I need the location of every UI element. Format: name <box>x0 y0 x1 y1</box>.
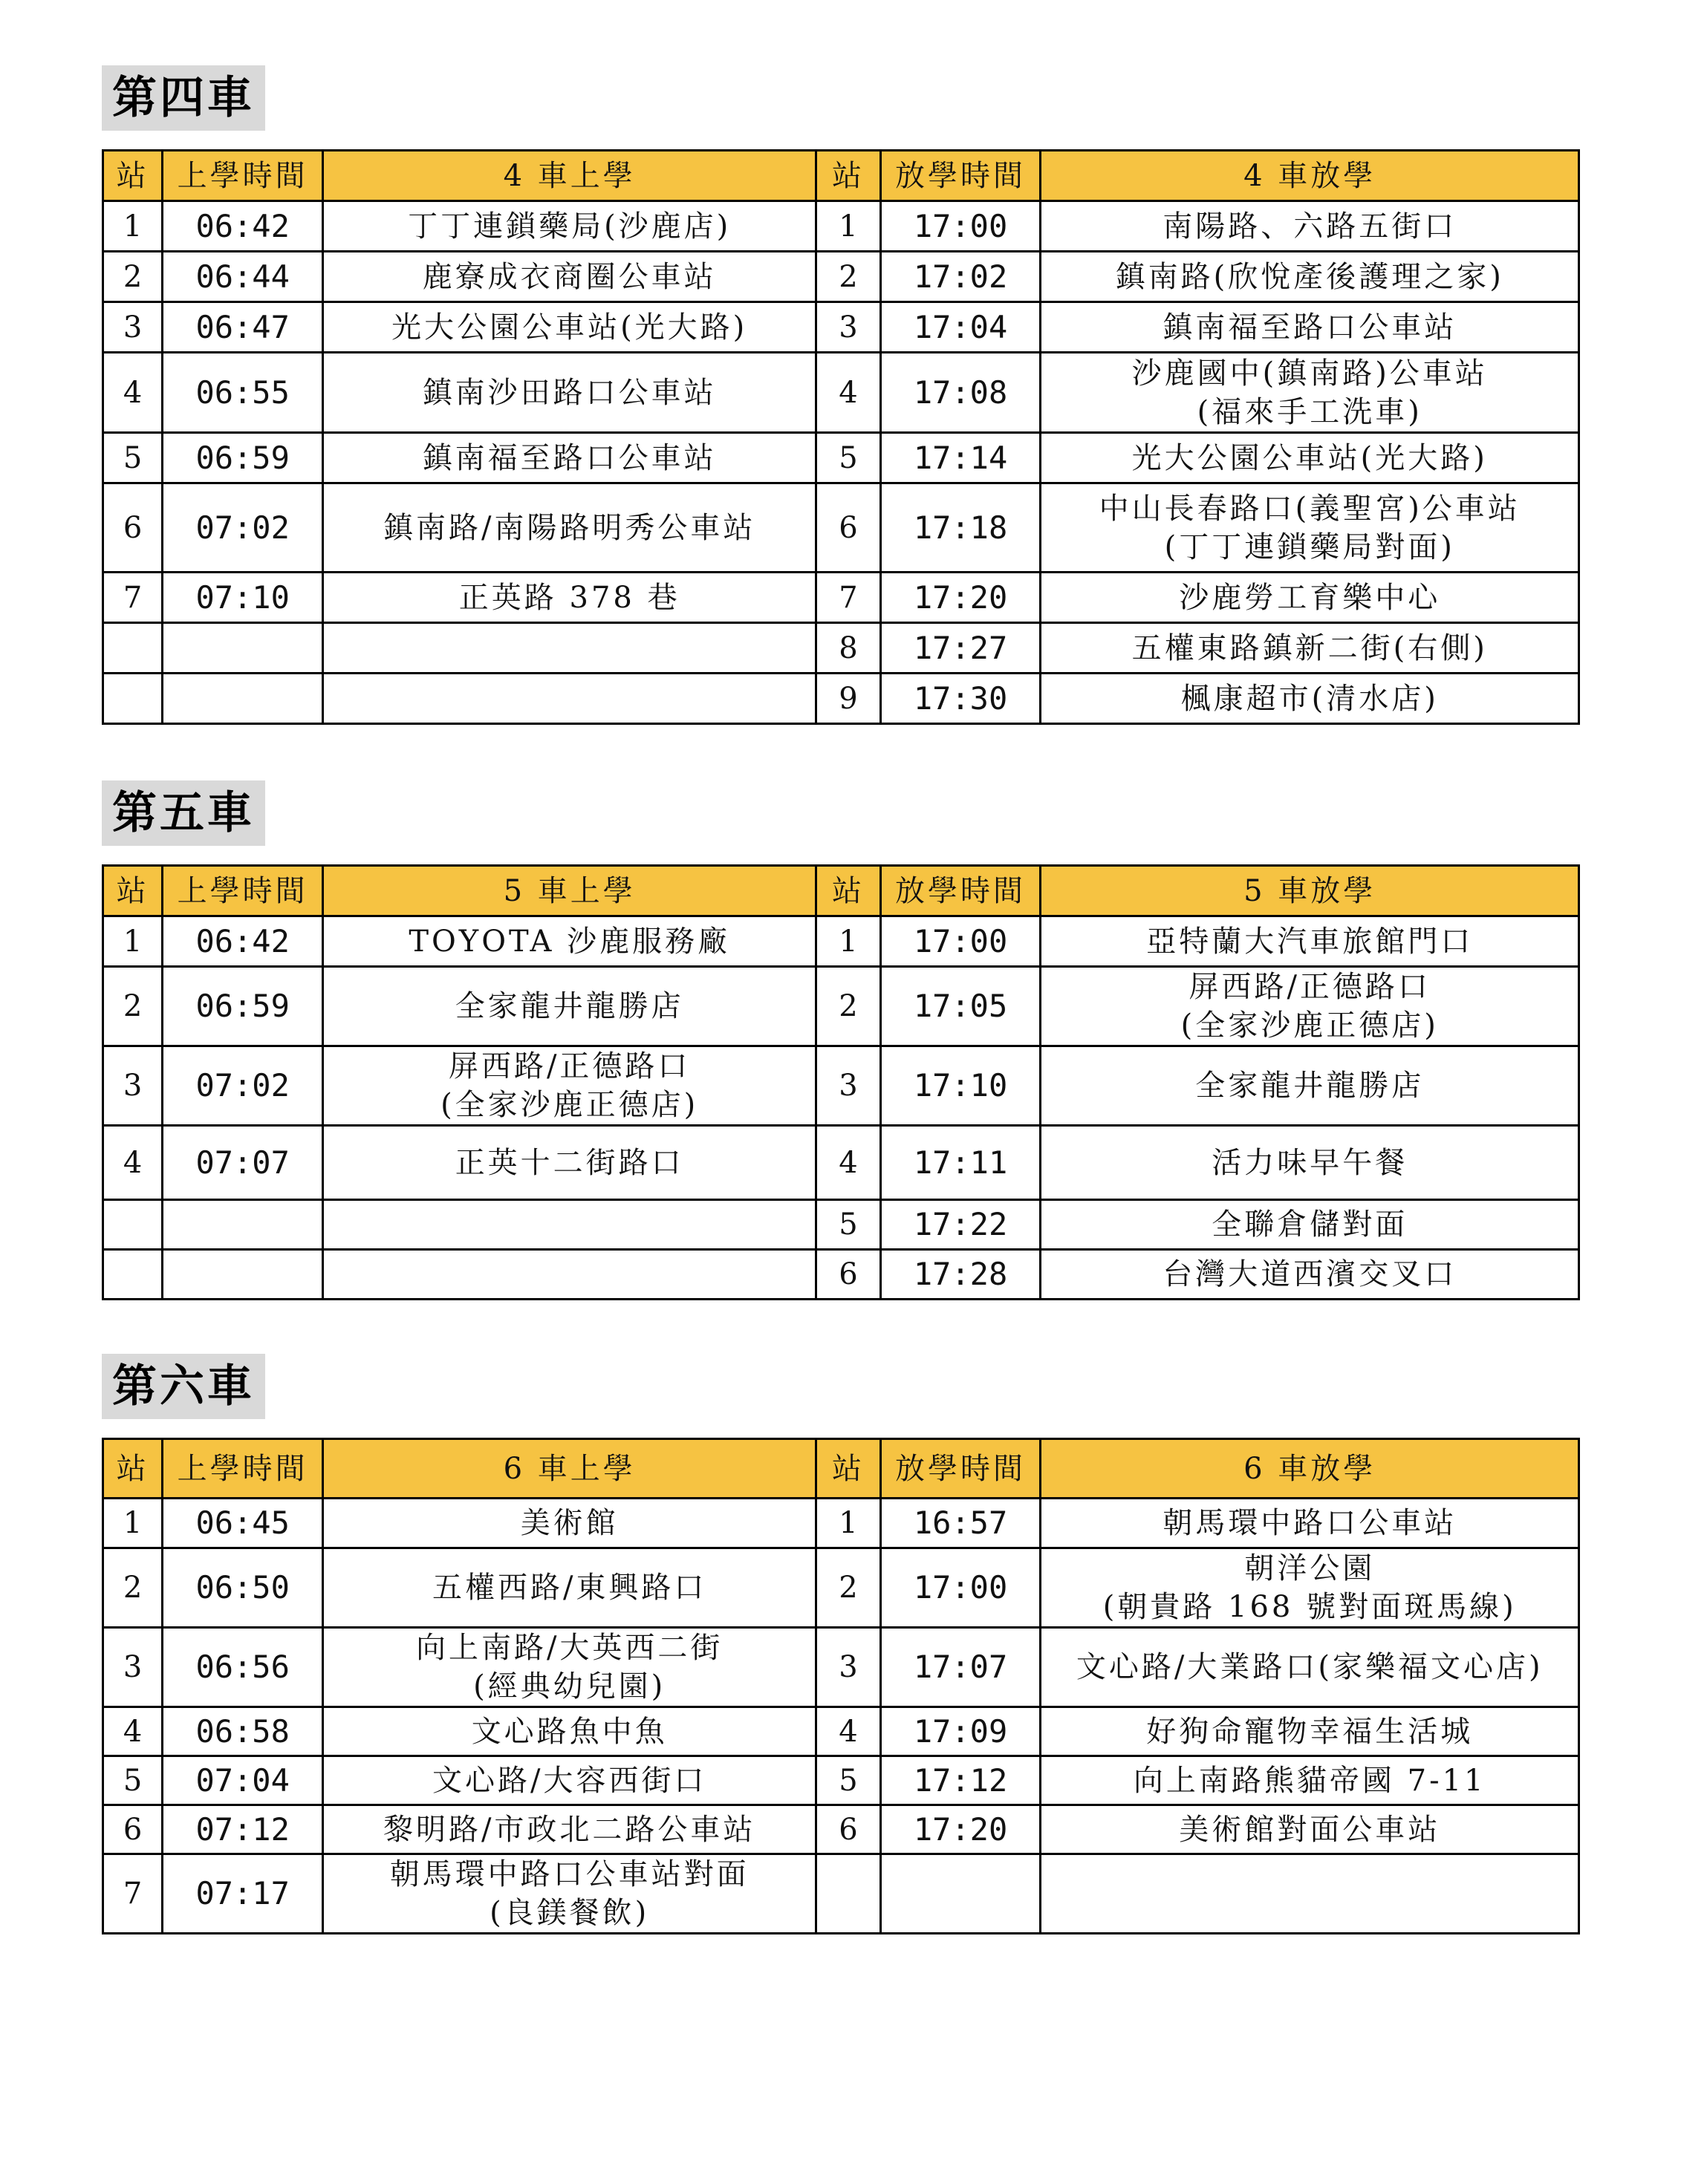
morning-stop-name <box>323 1756 816 1805</box>
morning-stop-number: 5 <box>103 433 163 483</box>
header-morning-time: 上學時間 <box>163 1439 323 1499</box>
afternoon-time: 17:30 <box>880 674 1041 724</box>
header-morning-route: 6 車上學 <box>323 1439 816 1499</box>
stop-name-line: TOYOTA 沙鹿服務廠 <box>409 924 731 959</box>
afternoon-time: 17:09 <box>880 1707 1041 1756</box>
afternoon-stop-name <box>1041 483 1579 573</box>
table-row <box>103 1499 1579 1548</box>
stop-name-line: (丁丁連鎖藥局對面) <box>1164 529 1455 564</box>
morning-time: 06:59 <box>163 967 323 1046</box>
afternoon-stop-name <box>1041 1805 1579 1854</box>
table-row <box>103 1200 1579 1250</box>
afternoon-stop-name <box>1041 201 1579 252</box>
header-afternoon-route: 4 車放學 <box>1041 151 1579 201</box>
morning-stop-name <box>323 623 816 674</box>
afternoon-stop-number: 6 <box>816 1250 880 1300</box>
afternoon-stop-name <box>1041 1854 1579 1934</box>
afternoon-time: 17:18 <box>880 483 1041 573</box>
stop-name-line: 文心路/大業路口(家樂福文心店) <box>1076 1650 1544 1684</box>
stop-name-line: 文心路魚中魚 <box>471 1714 668 1749</box>
stop-name-line: 好狗命寵物幸福生活城 <box>1146 1714 1474 1749</box>
morning-stop-number <box>103 1250 163 1300</box>
afternoon-stop-number <box>816 1854 880 1934</box>
stop-name-line: 朝馬環中路口公車站對面 <box>389 1857 750 1891</box>
morning-stop-number: 4 <box>103 1126 163 1200</box>
morning-time: 06:58 <box>163 1707 323 1756</box>
morning-stop-number: 7 <box>103 573 163 623</box>
morning-stop-number: 2 <box>103 967 163 1046</box>
table-row <box>103 1628 1579 1707</box>
morning-stop-number: 3 <box>103 1046 163 1126</box>
afternoon-stop-name <box>1041 302 1579 353</box>
afternoon-stop-number: 5 <box>816 1200 880 1250</box>
afternoon-stop-name <box>1041 1548 1579 1628</box>
table-row <box>103 353 1579 433</box>
stop-name-line: (良鎂餐飲) <box>490 1896 650 1930</box>
table-row <box>103 1805 1579 1854</box>
morning-stop-number <box>103 674 163 724</box>
morning-stop-number: 1 <box>103 916 163 967</box>
stop-name-line: 文心路/大容西街口 <box>432 1763 707 1798</box>
table-row <box>103 1756 1579 1805</box>
table-row <box>103 1126 1579 1200</box>
header-stop: 站 <box>103 151 163 201</box>
stop-name-line: 屏西路/正德路口 <box>1189 970 1431 1004</box>
afternoon-stop-number: 1 <box>816 1499 880 1548</box>
afternoon-stop-name <box>1041 1628 1579 1707</box>
morning-stop-name <box>323 1548 816 1628</box>
stop-name-line: 活力味早午餐 <box>1212 1145 1408 1180</box>
afternoon-stop-number: 1 <box>816 201 880 252</box>
stop-name-line: 朝馬環中路口公車站 <box>1163 1506 1457 1540</box>
section-title-bus-6: 第六車 <box>102 1354 265 1419</box>
afternoon-stop-name <box>1041 1250 1579 1300</box>
afternoon-stop-number: 6 <box>816 1805 880 1854</box>
afternoon-time: 17:12 <box>880 1756 1041 1805</box>
table-row <box>103 573 1579 623</box>
morning-stop-number: 6 <box>103 1805 163 1854</box>
stop-name-line: 五權東路鎮新二街(右側) <box>1131 630 1488 665</box>
morning-stop-name <box>323 1126 816 1200</box>
header-afternoon-time: 放學時間 <box>880 866 1041 916</box>
afternoon-stop-name <box>1041 674 1579 724</box>
morning-time: 06:45 <box>163 1499 323 1548</box>
afternoon-stop-number: 6 <box>816 483 880 573</box>
afternoon-stop-number: 4 <box>816 353 880 433</box>
table-row <box>103 483 1579 573</box>
bus-6-schedule-table <box>102 1438 1580 1934</box>
stop-name-line: 鎮南路(欣悅產後護理之家) <box>1115 259 1504 294</box>
afternoon-stop-name <box>1041 916 1579 967</box>
afternoon-time: 17:10 <box>880 1046 1041 1126</box>
section-title-bus-4: 第四車 <box>102 65 265 131</box>
morning-stop-name <box>323 1200 816 1250</box>
morning-stop-number: 6 <box>103 483 163 573</box>
header-morning-time: 上學時間 <box>163 866 323 916</box>
header-stop: 站 <box>103 866 163 916</box>
stop-name-line: 全家龍井龍勝店 <box>1195 1069 1425 1103</box>
morning-time <box>163 623 323 674</box>
afternoon-time: 17:00 <box>880 201 1041 252</box>
afternoon-stop-name <box>1041 1200 1579 1250</box>
afternoon-time: 17:04 <box>880 302 1041 353</box>
header-afternoon-time: 放學時間 <box>880 151 1041 201</box>
morning-stop-name <box>323 916 816 967</box>
afternoon-time: 17:02 <box>880 252 1041 302</box>
stop-name-line: 中山長春路口(義聖宮)公車站 <box>1099 491 1521 526</box>
afternoon-time: 17:00 <box>880 916 1041 967</box>
afternoon-stop-number: 5 <box>816 1756 880 1805</box>
stop-name-line: 亞特蘭大汽車旅館門口 <box>1146 924 1474 959</box>
table-row <box>103 252 1579 302</box>
stop-name-line: 丁丁連鎖藥局(沙鹿店) <box>408 209 732 244</box>
afternoon-stop-name <box>1041 1046 1579 1126</box>
afternoon-time: 17:27 <box>880 623 1041 674</box>
afternoon-time: 17:22 <box>880 1200 1041 1250</box>
table-row <box>103 433 1579 483</box>
morning-stop-name <box>323 302 816 353</box>
morning-stop-number: 4 <box>103 353 163 433</box>
morning-stop-name <box>323 1854 816 1934</box>
afternoon-stop-number: 2 <box>816 252 880 302</box>
header-morning-time: 上學時間 <box>163 151 323 201</box>
header-afternoon-route: 6 車放學 <box>1041 1439 1579 1499</box>
morning-time: 06:44 <box>163 252 323 302</box>
morning-stop-name <box>323 433 816 483</box>
stop-name-line: 五權西路/東興路口 <box>432 1571 707 1605</box>
morning-stop-name <box>323 573 816 623</box>
morning-stop-number: 5 <box>103 1756 163 1805</box>
afternoon-stop-name <box>1041 252 1579 302</box>
morning-stop-name <box>323 1628 816 1707</box>
morning-time: 07:02 <box>163 1046 323 1126</box>
afternoon-stop-number: 8 <box>816 623 880 674</box>
afternoon-stop-number: 2 <box>816 1548 880 1628</box>
table-header-row <box>103 151 1579 201</box>
stop-name-line: (全家沙鹿正德店) <box>1180 1008 1439 1043</box>
header-morning-route: 4 車上學 <box>323 151 816 201</box>
morning-stop-name <box>323 1707 816 1756</box>
header-stop: 站 <box>816 151 880 201</box>
morning-time: 07:10 <box>163 573 323 623</box>
morning-stop-name <box>323 353 816 433</box>
afternoon-stop-name <box>1041 967 1579 1046</box>
afternoon-time <box>880 1854 1041 1934</box>
table-row <box>103 1250 1579 1300</box>
morning-stop-name <box>323 1499 816 1548</box>
stop-name-line: 鎮南福至路口公車站 <box>1163 310 1457 345</box>
afternoon-time: 16:57 <box>880 1499 1041 1548</box>
stop-name-line: 鎮南沙田路口公車站 <box>422 375 717 410</box>
table-row <box>103 623 1579 674</box>
header-stop: 站 <box>816 1439 880 1499</box>
table-row <box>103 967 1579 1046</box>
stop-name-line: (全家沙鹿正德店) <box>440 1088 699 1122</box>
table-row <box>103 674 1579 724</box>
afternoon-stop-number: 4 <box>816 1707 880 1756</box>
morning-time <box>163 1200 323 1250</box>
morning-time: 06:47 <box>163 302 323 353</box>
afternoon-stop-name <box>1041 1707 1579 1756</box>
morning-stop-number: 2 <box>103 1548 163 1628</box>
stop-name-line: (福來手工洗車) <box>1197 394 1422 429</box>
stop-name-line: 正英路 378 巷 <box>458 580 680 615</box>
afternoon-stop-number: 3 <box>816 1628 880 1707</box>
bus-5-schedule-table <box>102 864 1580 1300</box>
morning-time: 06:42 <box>163 916 323 967</box>
morning-stop-number: 2 <box>103 252 163 302</box>
stop-name-line: 鎮南福至路口公車站 <box>422 440 717 475</box>
morning-stop-name <box>323 201 816 252</box>
table-header-row <box>103 866 1579 916</box>
afternoon-stop-number: 5 <box>816 433 880 483</box>
afternoon-time: 17:07 <box>880 1628 1041 1707</box>
afternoon-stop-name <box>1041 1126 1579 1200</box>
afternoon-stop-name <box>1041 573 1579 623</box>
header-afternoon-route: 5 車放學 <box>1041 866 1579 916</box>
afternoon-time: 17:20 <box>880 1805 1041 1854</box>
afternoon-stop-name <box>1041 623 1579 674</box>
morning-time <box>163 674 323 724</box>
afternoon-stop-name <box>1041 433 1579 483</box>
afternoon-time: 17:05 <box>880 967 1041 1046</box>
header-stop: 站 <box>103 1439 163 1499</box>
stop-name-line: 屏西路/正德路口 <box>448 1049 691 1083</box>
morning-time <box>163 1250 323 1300</box>
afternoon-stop-number: 1 <box>816 916 880 967</box>
header-morning-route: 5 車上學 <box>323 866 816 916</box>
stop-name-line: 沙鹿國中(鎮南路)公車站 <box>1131 356 1488 391</box>
table-row <box>103 201 1579 252</box>
stop-name-line: 向上南路/大英西二街 <box>415 1631 724 1665</box>
stop-name-line: 鎮南路/南陽路明秀公車站 <box>383 510 756 545</box>
morning-stop-name <box>323 1805 816 1854</box>
morning-stop-number: 4 <box>103 1707 163 1756</box>
afternoon-stop-name <box>1041 1756 1579 1805</box>
table-row <box>103 1854 1579 1934</box>
stop-name-line: 鹿寮成衣商圈公車站 <box>422 259 717 294</box>
morning-stop-name <box>323 967 816 1046</box>
stop-name-line: 正英十二街路口 <box>455 1145 684 1180</box>
afternoon-time: 17:00 <box>880 1548 1041 1628</box>
morning-time: 07:17 <box>163 1854 323 1934</box>
stop-name-line: (朝貴路 168 號對面斑馬線) <box>1102 1590 1517 1624</box>
morning-stop-number: 1 <box>103 201 163 252</box>
table-row <box>103 916 1579 967</box>
stop-name-line: 光大公園公車站(光大路) <box>1131 440 1488 475</box>
afternoon-time: 17:08 <box>880 353 1041 433</box>
morning-time: 07:02 <box>163 483 323 573</box>
stop-name-line: 沙鹿勞工育樂中心 <box>1179 580 1441 615</box>
morning-stop-name <box>323 1046 816 1126</box>
morning-time: 06:55 <box>163 353 323 433</box>
afternoon-stop-number: 9 <box>816 674 880 724</box>
morning-time: 07:07 <box>163 1126 323 1200</box>
header-stop: 站 <box>816 866 880 916</box>
morning-time: 06:56 <box>163 1628 323 1707</box>
table-row <box>103 1548 1579 1628</box>
morning-stop-number <box>103 623 163 674</box>
morning-time: 07:04 <box>163 1756 323 1805</box>
morning-time: 06:59 <box>163 433 323 483</box>
stop-name-line: 黎明路/市政北二路公車站 <box>383 1812 756 1847</box>
morning-stop-number: 3 <box>103 302 163 353</box>
table-row <box>103 302 1579 353</box>
morning-time: 06:42 <box>163 201 323 252</box>
afternoon-stop-number: 4 <box>816 1126 880 1200</box>
morning-stop-name <box>323 674 816 724</box>
afternoon-time: 17:20 <box>880 573 1041 623</box>
morning-stop-number <box>103 1200 163 1250</box>
afternoon-stop-number: 3 <box>816 1046 880 1126</box>
stop-name-line: 向上南路熊貓帝國 7-11 <box>1133 1763 1486 1798</box>
stop-name-line: 楓康超市(清水店) <box>1180 681 1439 716</box>
stop-name-line: 美術館對面公車站 <box>1179 1812 1441 1847</box>
morning-stop-name <box>323 483 816 573</box>
stop-name-line: 台灣大道西濱交叉口 <box>1163 1257 1457 1291</box>
stop-name-line: 全聯倉儲對面 <box>1212 1207 1408 1242</box>
table-row <box>103 1707 1579 1756</box>
morning-stop-name <box>323 1250 816 1300</box>
bus-4-schedule-table <box>102 149 1580 725</box>
stop-name-line: (經典幼兒園) <box>473 1669 666 1704</box>
morning-stop-number: 7 <box>103 1854 163 1934</box>
morning-time: 06:50 <box>163 1548 323 1628</box>
table-header-row <box>103 1439 1579 1499</box>
morning-stop-name <box>323 252 816 302</box>
stop-name-line: 光大公園公車站(光大路) <box>391 310 748 345</box>
stop-name-line: 南陽路、六路五街口 <box>1163 209 1457 244</box>
morning-stop-number: 1 <box>103 1499 163 1548</box>
section-title-bus-5: 第五車 <box>102 780 265 846</box>
afternoon-time: 17:28 <box>880 1250 1041 1300</box>
afternoon-stop-number: 7 <box>816 573 880 623</box>
afternoon-time: 17:11 <box>880 1126 1041 1200</box>
stop-name-line: 全家龍井龍勝店 <box>455 989 684 1023</box>
morning-time: 07:12 <box>163 1805 323 1854</box>
stop-name-line: 朝洋公園 <box>1244 1551 1376 1585</box>
afternoon-stop-name <box>1041 1499 1579 1548</box>
afternoon-stop-number: 3 <box>816 302 880 353</box>
stop-name-line: 美術館 <box>520 1506 619 1540</box>
afternoon-stop-number: 2 <box>816 967 880 1046</box>
morning-stop-number: 3 <box>103 1628 163 1707</box>
header-afternoon-time: 放學時間 <box>880 1439 1041 1499</box>
table-row <box>103 1046 1579 1126</box>
afternoon-stop-name <box>1041 353 1579 433</box>
afternoon-time: 17:14 <box>880 433 1041 483</box>
